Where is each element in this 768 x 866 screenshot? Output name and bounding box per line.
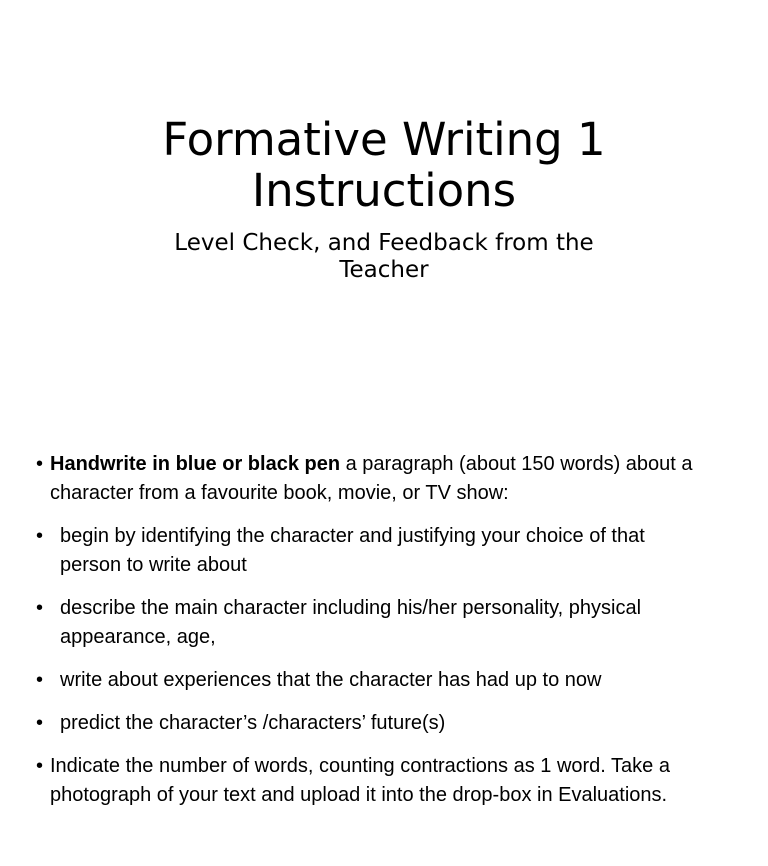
item-text-line-1: a paragraph (about 150 words) about a xyxy=(340,453,693,475)
slide-body xyxy=(34,450,734,824)
list-item-indicate xyxy=(34,752,734,810)
item-text-line-2: appearance, age, xyxy=(60,626,216,648)
subtitle-line-2: Teacher xyxy=(339,257,429,283)
list-item-describe xyxy=(34,594,734,652)
item-text-line-1: predict the character’s /characters’ future(s) xyxy=(60,712,446,734)
item-text-line-2: person to write about xyxy=(60,554,247,576)
bullet-icon: • xyxy=(36,525,44,547)
bullet-icon: • xyxy=(36,597,44,619)
item-text-line-1: describe the main character including his/her personality, physical xyxy=(60,597,642,619)
bullet-icon: • xyxy=(36,453,44,475)
list-item-predict xyxy=(34,709,734,738)
bullet-icon: • xyxy=(36,712,44,734)
item-text-line-2: photograph of your text and upload it into the drop-box in Evaluations. xyxy=(50,784,668,806)
list-item-begin xyxy=(34,522,734,580)
bullet-icon: • xyxy=(36,755,44,777)
title-line-1: Formative Writing 1 xyxy=(162,113,606,166)
list-item-handwrite xyxy=(34,450,734,508)
item-text-line-2: character from a favourite book, movie, or TV show: xyxy=(50,482,509,504)
subtitle-line-1: Level Check, and Feedback from the xyxy=(174,230,594,256)
item-text-line-1: write about experiences that the character has had up to now xyxy=(60,669,602,691)
title-line-2: Instructions xyxy=(251,164,517,217)
bullet-icon: • xyxy=(36,669,44,691)
item-bold-text: Handwrite in blue or black pen xyxy=(50,453,341,475)
slide-subtitle xyxy=(100,230,668,284)
list-item-experiences xyxy=(34,666,734,695)
slide-title xyxy=(60,114,708,216)
item-text-line-1: begin by identifying the character and justifying your choice of that xyxy=(60,525,645,547)
item-text-line-1: Indicate the number of words, counting contractions as 1 word. Take a xyxy=(50,755,670,777)
